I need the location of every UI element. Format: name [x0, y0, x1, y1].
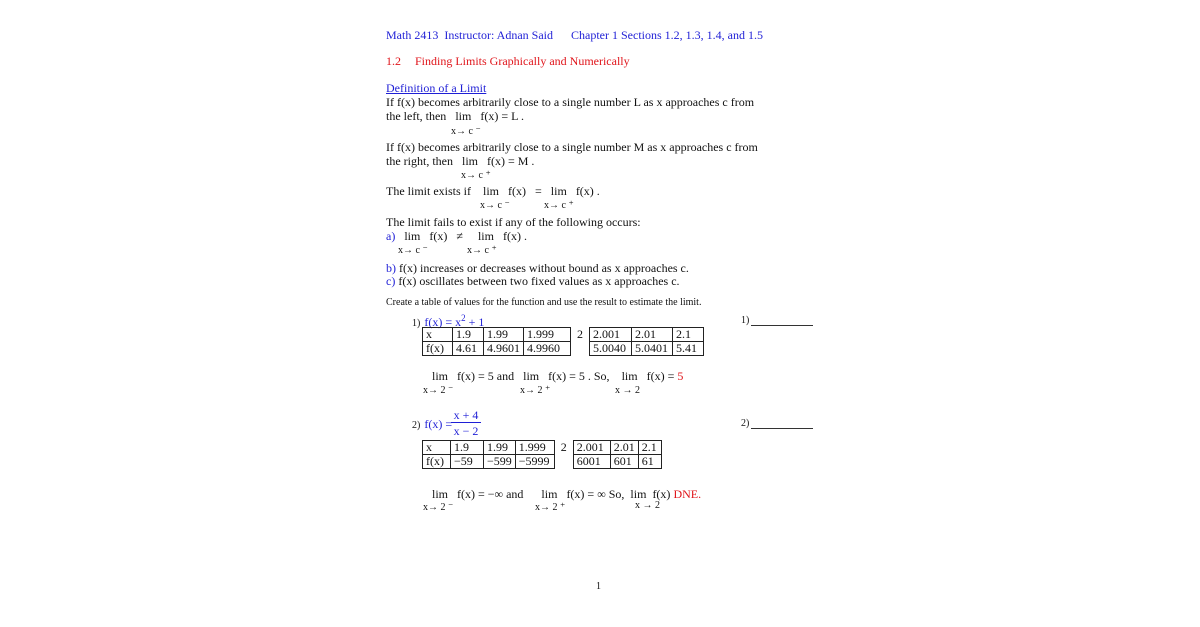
exists-subscript-left: x→ c ⁻	[480, 200, 510, 211]
fail-a-subscript-right: x→ c ⁺	[467, 245, 497, 256]
table-cell: 2.001	[573, 441, 610, 455]
table-row	[423, 455, 662, 469]
left-limit-pre: the left, then	[386, 109, 447, 123]
conclusion-part3: f(x) =	[646, 369, 675, 383]
problem2-table	[422, 440, 662, 469]
fail-condition-a	[386, 229, 527, 244]
problem1-answer-blank[interactable]	[751, 325, 813, 326]
table-cell: 2.01	[632, 328, 673, 342]
fail-a-subscript-left: x→ c ⁻	[398, 245, 428, 256]
problem1-answer-number: 1)	[741, 315, 750, 326]
page-number: 1	[596, 581, 601, 592]
chapter-title: Chapter 1 Sections 1.2, 1.3, 1.4, and 1.5	[571, 28, 763, 42]
table-row	[423, 328, 704, 342]
table-cell: 1.999	[524, 328, 571, 342]
problem1-sub-both: x → 2	[615, 385, 640, 396]
table-cell: −5999	[515, 455, 554, 469]
table-cell: 4.61	[453, 342, 484, 356]
problem2-sub-right: x→ 2 ⁺	[535, 502, 566, 513]
problem1-table	[422, 327, 704, 356]
fails-heading: The limit fails to exist if any of the following occurs:	[386, 215, 641, 229]
problem2-number: 2)	[412, 420, 421, 431]
problem1-conclusion	[432, 369, 683, 384]
table-cell: −59	[451, 455, 484, 469]
table-cell: 2.01	[610, 441, 638, 455]
problem2-answer-number: 2)	[741, 418, 750, 429]
table-cell: 5.41	[673, 342, 704, 356]
table-cell: 1.9	[453, 328, 484, 342]
left-limit-line2	[386, 109, 524, 124]
fail-condition-c	[386, 274, 680, 289]
right-limit-expr: f(x) = M .	[487, 154, 535, 168]
fail-b-label: b)	[386, 261, 396, 275]
right-limit-line1: If f(x) becomes arbitrarily close to a single number M as x approaches c from	[386, 140, 758, 154]
exists-pre: The limit exists if	[386, 184, 471, 198]
table-cell: 2	[554, 441, 573, 455]
fail-c-text: f(x) oscillates between two fixed values as x approaches c.	[398, 274, 680, 288]
table-cell: 1.999	[515, 441, 554, 455]
lim-symbol: lim	[550, 184, 567, 198]
right-limit-pre: the right, then	[386, 154, 453, 168]
exists-line	[386, 184, 600, 199]
table-cell: 4.9601	[484, 342, 524, 356]
page-header	[386, 28, 553, 43]
fraction-numerator: x + 4	[451, 408, 481, 423]
left-limit-expr: f(x) = L .	[480, 109, 524, 123]
equals-sign: =	[535, 184, 542, 198]
conclusion-part1: f(x) = −∞ and	[457, 487, 524, 501]
problem2-answer-blank[interactable]	[751, 428, 813, 429]
table-cell: x	[423, 328, 453, 342]
course-code: Math 2413	[386, 28, 439, 42]
not-equal-sign: ≠	[456, 229, 463, 243]
conclusion-result: 5	[677, 369, 684, 383]
problem2-conclusion	[432, 487, 701, 502]
table-cell: −599	[484, 455, 516, 469]
exists-f2: f(x) .	[575, 184, 600, 198]
lim-symbol: lim	[541, 487, 558, 501]
exists-f1: f(x)	[508, 184, 527, 198]
lim-symbol: lim	[630, 487, 647, 501]
lim-symbol: lim	[483, 184, 500, 198]
conclusion-result: DNE.	[673, 487, 702, 501]
table-cell: 61	[638, 455, 661, 469]
section-title: Finding Limits Graphically and Numerically	[415, 54, 630, 68]
table-cell: 5.0401	[632, 342, 673, 356]
lim-symbol: lim	[404, 229, 421, 243]
conclusion-part3: f(x)	[652, 487, 671, 501]
table-cell: 2.1	[673, 328, 704, 342]
table-cell: 2.001	[590, 328, 632, 342]
problem2-sub-left: x→ 2 ⁻	[423, 502, 454, 513]
problem2-func-pre: f(x) =	[424, 417, 453, 431]
problem1-sub-left: x→ 2 ⁻	[423, 385, 454, 396]
right-limit-line2	[386, 154, 534, 169]
section-number: 1.2	[386, 54, 401, 68]
table-cell: 1.99	[484, 328, 524, 342]
fail-c-label: c)	[386, 274, 396, 288]
table-cell	[571, 342, 590, 356]
lim-symbol: lim	[621, 369, 638, 383]
table-cell: 2	[571, 328, 590, 342]
conclusion-part1: f(x) = 5 and	[457, 369, 515, 383]
left-limit-line1: If f(x) becomes arbitrarily close to a single number L as x approaches c from	[386, 95, 755, 109]
instructor: Instructor: Adnan Said	[444, 28, 553, 42]
fail-a-label: a)	[386, 229, 396, 243]
fraction-denominator: x − 2	[453, 424, 479, 438]
table-cell: f(x)	[423, 342, 453, 356]
problem1-sub-right: x→ 2 ⁺	[520, 385, 551, 396]
table-cell: 2.1	[638, 441, 661, 455]
table-cell: 1.9	[451, 441, 484, 455]
table-cell: x	[423, 441, 451, 455]
table-cell: 5.0040	[590, 342, 632, 356]
table-row	[423, 441, 662, 455]
problem2-sub-both: x → 2	[635, 500, 660, 511]
problem1-func: $f(x) = x^2 + 1$	[424, 313, 485, 329]
conclusion-part2: f(x) = 5 . So,	[548, 369, 610, 383]
lim-symbol: lim	[461, 154, 478, 168]
lim-symbol: lim	[455, 109, 472, 123]
conclusion-part2: f(x) = ∞ So,	[566, 487, 625, 501]
table-cell: 4.9960	[524, 342, 571, 356]
right-limit-subscript: x→ c ⁺	[461, 170, 491, 181]
instructions: Create a table of values for the function and use the result to estimate the limit.	[386, 297, 702, 308]
table-cell: 1.99	[484, 441, 516, 455]
problem2-function	[412, 415, 452, 433]
table-cell: f(x)	[423, 455, 451, 469]
table-cell: 6001	[573, 455, 610, 469]
left-limit-subscript: x→ c ⁻	[451, 126, 481, 137]
problem2-fraction	[451, 408, 481, 439]
lim-symbol: lim	[523, 369, 540, 383]
lim-symbol: lim	[477, 229, 494, 243]
problem1-number: 1)	[412, 318, 421, 329]
fail-b-text: f(x) increases or decreases without bound as x approaches c.	[399, 261, 689, 275]
definition-heading: Definition of a Limit	[386, 81, 487, 95]
lim-symbol: lim	[432, 487, 449, 501]
exists-subscript-right: x→ c ⁺	[544, 200, 574, 211]
table-cell	[554, 455, 573, 469]
table-row	[423, 342, 704, 356]
lim-symbol: lim	[432, 369, 449, 383]
table-cell: 601	[610, 455, 638, 469]
fail-a-f2: f(x) .	[502, 229, 527, 243]
fail-a-f1: f(x)	[429, 229, 448, 243]
